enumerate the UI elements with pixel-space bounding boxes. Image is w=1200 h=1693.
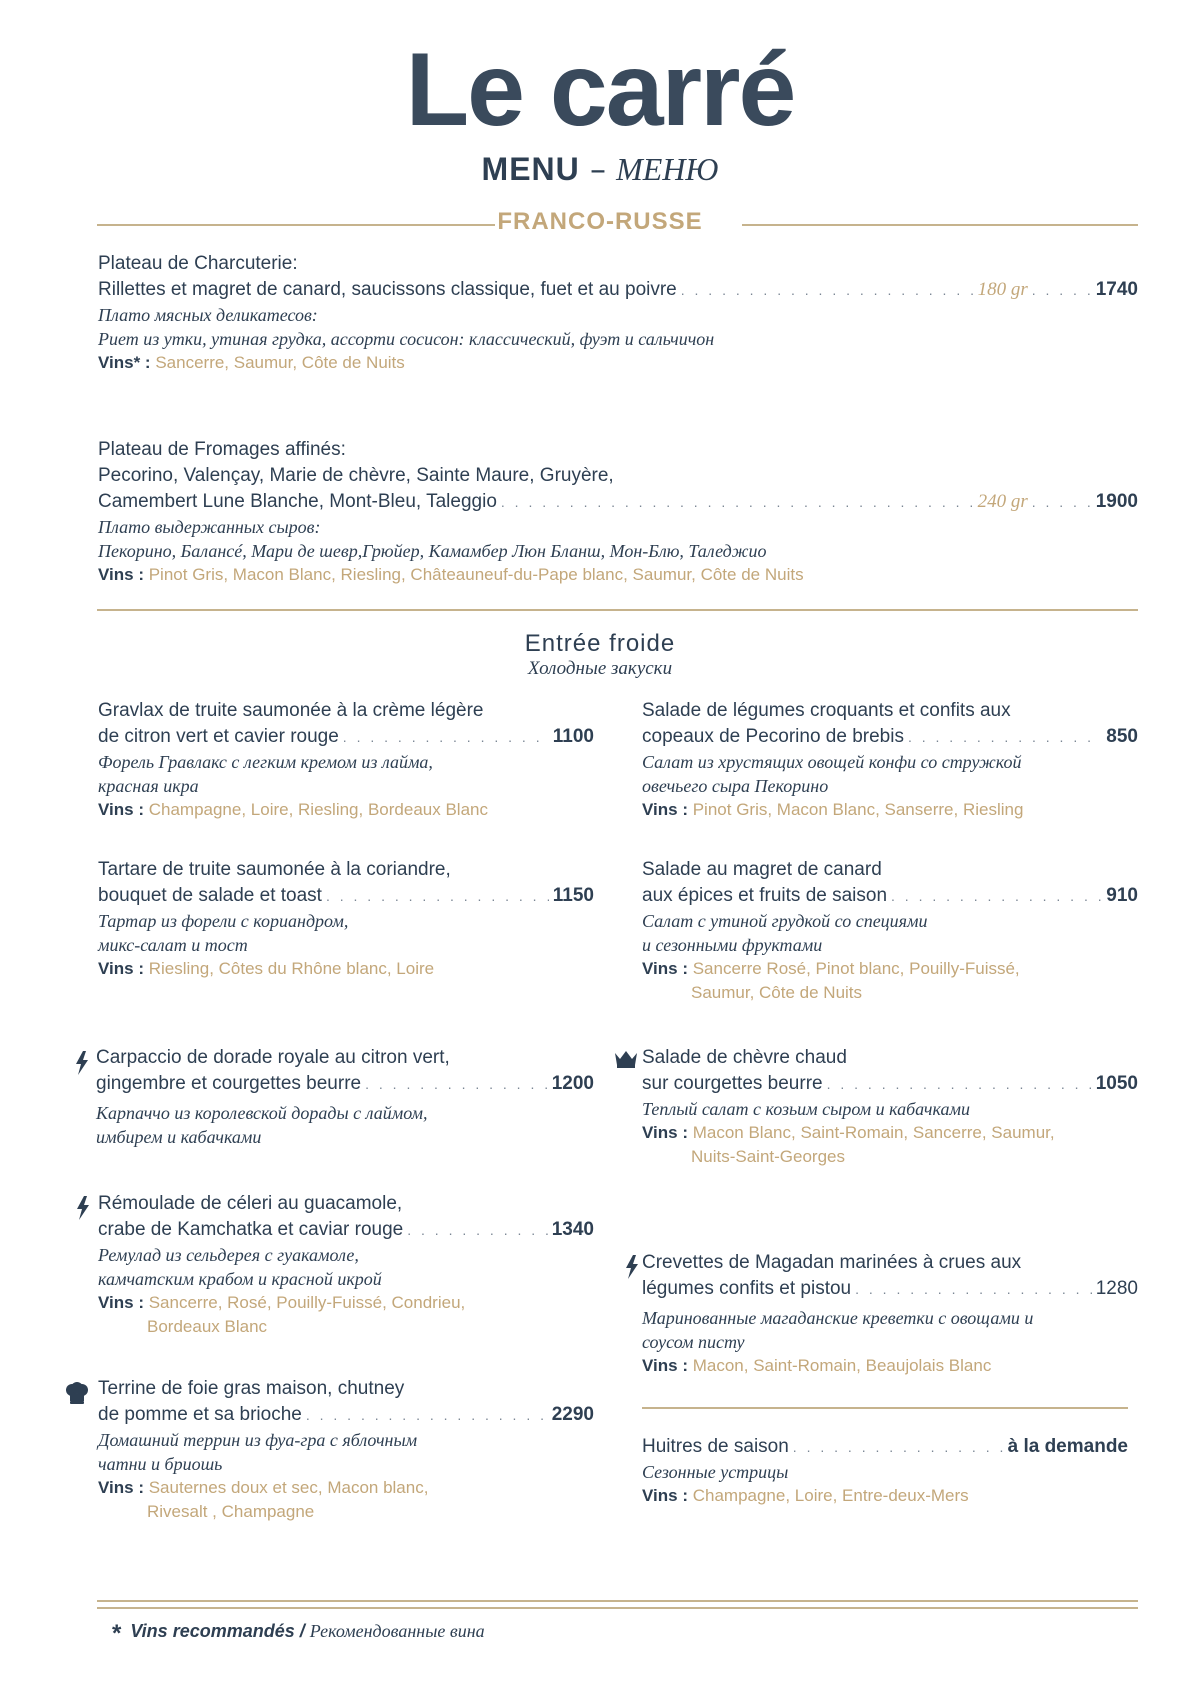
footer-sep: /: [294, 1621, 310, 1641]
item-ru: микс-салат и тост: [98, 935, 248, 955]
dot-leader: [407, 1217, 547, 1243]
menu-title: [0, 152, 1200, 187]
platter-vins: [98, 351, 1138, 375]
dot-leader: [891, 883, 1102, 909]
restaurant-logo: Le carré: [405, 32, 795, 148]
item-title: Terrine de foie gras maison, chutney: [98, 1378, 405, 1399]
vins-value: Saumur, Côte de Nuits: [691, 983, 863, 1002]
item-title: Tartare de truite saumonée à la coriandre,: [98, 859, 451, 880]
asterisk-icon: *: [112, 1620, 122, 1647]
dot-leader: [827, 1071, 1092, 1097]
menu-item-carpaccio: [96, 1045, 594, 1149]
item-title-line: [98, 1402, 594, 1428]
oyster-divider: [642, 1407, 1128, 1409]
item-price: 2290: [551, 1404, 594, 1425]
dot-leader: [1032, 277, 1092, 303]
platter-fromages: [98, 437, 1138, 587]
lightning-icon: [75, 1196, 91, 1223]
platter-desc-line: [98, 277, 1138, 303]
dot-leader: [793, 1434, 1004, 1460]
item-ru: овечьего сыра Пекорино: [642, 776, 829, 796]
vins-label: Vins :: [642, 800, 688, 819]
footer-label-fr: Vins recommandés: [130, 1621, 295, 1641]
item-title: copeaux de Pecorino de brebis: [642, 726, 904, 747]
platter-desc: Pecorino, Valençay, Marie de chèvre, Sainte Maure, Gruyère,: [98, 465, 614, 486]
vins-label: Vins :: [642, 1356, 688, 1375]
item-vins: [98, 957, 594, 981]
menu-item-tartare: [98, 857, 594, 981]
vins-value: Macon Blanc, Saint-Romain, Sancerre, Saumur,: [692, 1123, 1055, 1142]
item-price: 1100: [552, 726, 594, 747]
vins-value: Sauternes doux et sec, Macon blanc,: [148, 1478, 429, 1497]
item-title: Carpaccio de dorade royale au citron vert,: [96, 1047, 450, 1068]
vins-value: Champagne, Loire, Entre-deux-Mers: [692, 1486, 969, 1505]
item-title-line: [98, 1217, 594, 1243]
item-ru: Тартар из форели с кориандром,: [98, 911, 349, 931]
vins-value: Champagne, Loire, Riesling, Bordeaux Blanc: [148, 800, 488, 819]
platter-desc: Rillettes et magret de canard, saucissons classique, fuet et au poivre: [98, 279, 677, 300]
chef-hat-icon: [65, 1382, 89, 1407]
item-title: crabe de Kamchatka et caviar rouge: [98, 1219, 404, 1240]
platter-ru: Плато выдержанных сыров:: [98, 517, 321, 537]
item-vins: [98, 1291, 594, 1339]
menu-item-chevre-chaud: [642, 1045, 1138, 1169]
item-title: Salade de légumes croquants et confits aux: [642, 700, 1011, 721]
vins-label: Vins :: [642, 1123, 688, 1142]
platter-vins: [98, 563, 1138, 587]
vins-value: Rivesalt , Champagne: [147, 1502, 315, 1521]
vins-value: Macon, Saint-Romain, Beaujolais Blanc: [692, 1356, 992, 1375]
vins-value: Pinot Gris, Macon Blanc, Sanserre, Riesling: [692, 800, 1024, 819]
vins-label: Vins :: [98, 959, 144, 978]
vins-value: Pinot Gris, Macon Blanc, Riesling, Châteauneuf-du-Pape blanc, Saumur, Côte de Nuits: [148, 565, 804, 584]
platter-desc-line: [98, 489, 1138, 515]
vins-label: Vins :: [98, 1293, 144, 1312]
menu-item-remoulade: [98, 1191, 594, 1339]
item-ru: Маринованные магаданские креветки с овощами и: [642, 1308, 1034, 1328]
vins-value: Sancerre, Saumur, Côte de Nuits: [155, 353, 405, 372]
section-title-fr: Entrée froide: [524, 630, 676, 657]
item-price: 1150: [552, 885, 594, 906]
item-price: 1340: [551, 1219, 594, 1240]
item-ru: Сезонные устрицы: [642, 1462, 789, 1482]
item-title: Salade de chèvre chaud: [642, 1047, 847, 1068]
dot-leader: [855, 1276, 1092, 1302]
item-title: de pomme et sa brioche: [98, 1404, 302, 1425]
item-price: 1050: [1095, 1073, 1138, 1094]
item-ru: имбирем и кабачками: [96, 1127, 262, 1147]
item-vins: [642, 1121, 1138, 1169]
vins-label: Vins :: [642, 959, 688, 978]
platter-desc: Camembert Lune Blanche, Mont-Bleu, Taleggio: [98, 491, 497, 512]
vins-label: Vins :: [98, 800, 144, 819]
platter-charcuterie: [98, 251, 1138, 375]
item-title-line: [98, 724, 594, 750]
vins-value: Riesling, Côtes du Rhône blanc, Loire: [148, 959, 435, 978]
menu-title-fr: MENU: [481, 151, 580, 187]
section-header: [0, 630, 1200, 680]
item-ru: Карпаччо из королевской дорады с лаймом,: [96, 1103, 428, 1123]
item-title: Gravlax de truite saumonée à la crème légère: [98, 700, 484, 721]
lightning-icon: [624, 1255, 640, 1282]
item-price: 910: [1106, 885, 1138, 906]
menu-item-foie-gras: [98, 1376, 594, 1524]
item-title-line: [642, 1434, 1128, 1460]
item-vins: [642, 1354, 1138, 1378]
item-ru: красная икра: [98, 776, 199, 796]
item-title: gingembre et courgettes beurre: [96, 1073, 362, 1094]
item-ru: и сезонными фруктами: [642, 935, 823, 955]
item-ru: Форель Гравлакс с легким кремом из лайма,: [98, 752, 433, 772]
item-ru: соусом писту: [642, 1332, 745, 1352]
platter-ru: Риет из утки, утиная грудка, ассорти сосисон: классический, фуэт и сальчичон: [98, 329, 715, 349]
item-title-line: [642, 883, 1138, 909]
item-vins: [98, 798, 594, 822]
dot-leader: [501, 489, 974, 515]
item-title: légumes confits et pistou: [642, 1278, 852, 1299]
vins-value: Nuits-Saint-Georges: [691, 1147, 846, 1166]
footer-rule-bottom: [97, 1607, 1138, 1609]
item-vins: [642, 1484, 1128, 1508]
item-title-line: [642, 1276, 1138, 1302]
item-title: Huitres de saison: [642, 1436, 789, 1457]
menu-item-huitres: [642, 1434, 1128, 1508]
platter-price: 1740: [1095, 279, 1138, 300]
vins-label: Vins* :: [98, 353, 151, 372]
dot-leader: [365, 1071, 548, 1097]
dot-leader: [681, 277, 974, 303]
item-ru: Салат с утиной грудкой со специями: [642, 911, 928, 931]
item-ru: Теплый салат с козьим сыром и кабачками: [642, 1099, 970, 1119]
menu-item-salade-legumes: [642, 698, 1138, 822]
section-title-ru: Холодные закуски: [527, 658, 673, 679]
platter-weight: 180 gr: [977, 279, 1028, 300]
item-title: de citron vert et cavier rouge: [98, 726, 339, 747]
item-title: sur courgettes beurre: [642, 1073, 823, 1094]
menu-subtitle: FRANCO-RUSSE: [497, 208, 703, 235]
item-title-line: [642, 724, 1138, 750]
item-ru: чатни и бриошь: [98, 1454, 223, 1474]
dot-leader: [343, 724, 549, 750]
item-ru: Ремулад из сельдерея с гуакамоле,: [98, 1245, 359, 1265]
item-title: aux épices et fruits de saison: [642, 885, 888, 906]
item-title-line: [96, 1071, 594, 1097]
vins-label: Vins :: [642, 1486, 688, 1505]
platter-title: Plateau de Charcuterie:: [98, 253, 298, 274]
vins-label: Vins :: [98, 565, 144, 584]
dot-leader: [908, 724, 1102, 750]
item-title: bouquet de salade et toast: [98, 885, 322, 906]
item-title: Rémoulade de céleri au guacamole,: [98, 1193, 403, 1214]
dot-leader: [1032, 489, 1092, 515]
platter-ru: Плато мясных деликатесов:: [98, 305, 318, 325]
menu-item-crevettes: [642, 1250, 1138, 1378]
platter-weight: 240 gr: [977, 491, 1028, 512]
vins-value: Sancerre Rosé, Pinot blanc, Pouilly-Fuissé,: [692, 959, 1020, 978]
item-ru: Домашний террин из фуа-гра с яблочным: [98, 1430, 418, 1450]
item-price: 1200: [551, 1073, 594, 1094]
item-price: à la demande: [1007, 1436, 1128, 1457]
footer-label-ru: Рекомендованные вина: [309, 1621, 485, 1641]
item-vins: [642, 957, 1138, 1005]
platter-price: 1900: [1095, 491, 1138, 512]
lightning-icon: [74, 1051, 90, 1078]
item-title-line: [98, 883, 594, 909]
item-ru: камчатским крабом и красной икрой: [98, 1269, 382, 1289]
vins-value: Bordeaux Blanc: [147, 1317, 268, 1336]
menu-item-salade-magret: [642, 857, 1138, 1005]
item-title: Salade au magret de canard: [642, 859, 882, 880]
header-rule-right: [742, 224, 1138, 226]
menu-title-sep: –: [579, 150, 617, 188]
dot-leader: [326, 883, 549, 909]
item-title-line: [642, 1071, 1138, 1097]
crown-icon: [614, 1050, 638, 1071]
platter-title: Plateau de Fromages affinés:: [98, 439, 346, 460]
vins-label: Vins :: [98, 1478, 144, 1497]
dot-leader: [306, 1402, 548, 1428]
footer-note: [112, 1620, 485, 1648]
item-vins: [642, 798, 1138, 822]
menu-title-ru: МЕНЮ: [616, 151, 719, 187]
item-title: Crevettes de Magadan marinées à crues aux: [642, 1252, 1022, 1273]
item-price: 1280: [1095, 1278, 1138, 1299]
item-vins: [98, 1476, 594, 1524]
vins-value: Sancerre, Rosé, Pouilly-Fuissé, Condrieu,: [148, 1293, 466, 1312]
platter-ru: Пекорино, Балансé, Мари де шевр,Грюйер, Камамбер Люн Бланш, Мон-Блю, Таледжио: [98, 541, 767, 561]
footer-rule-top: [97, 1600, 1138, 1602]
menu-item-gravlax: [98, 698, 594, 822]
item-price: 850: [1106, 726, 1138, 747]
item-ru: Салат из хрустящих овощей конфи со стружкой: [642, 752, 1022, 772]
section-divider: [97, 609, 1138, 611]
